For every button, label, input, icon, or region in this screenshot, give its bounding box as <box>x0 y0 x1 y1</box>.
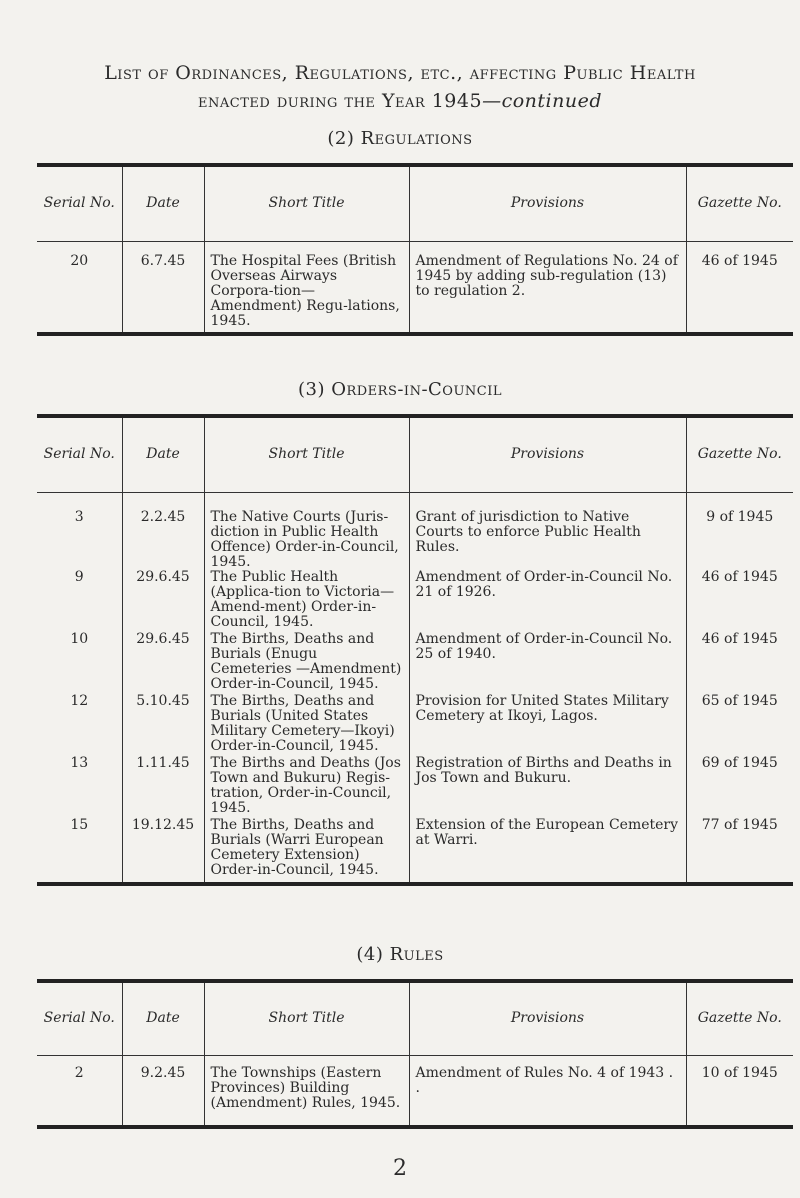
subtitle-continued: —continued <box>482 90 602 112</box>
provisions-cell: Amendment of Rules No. 4 of 1943 . . <box>409 1055 686 1127</box>
date-cell: 29.6.45 <box>122 570 204 632</box>
serial-cell: 2 <box>74 1064 84 1081</box>
short-title-cell: The Births, Deaths and Burials (Warri European Cemetery Extension) Order-in-Council, 1945. <box>204 818 409 884</box>
gazette-cell: 65 of 1945 <box>686 694 793 756</box>
col-provisions: Provisions <box>409 981 686 1055</box>
table-row <box>37 570 793 632</box>
date-cell: 1.11.45 <box>122 756 204 818</box>
col-short-title: Short Title <box>204 416 409 492</box>
short-title-cell: The Births, Deaths and Burials (United States Military Cemetery—Ikoyi) Order-in-Council, 1945. <box>204 694 409 756</box>
gazette-cell: 69 of 1945 <box>686 756 793 818</box>
date-cell: 2.2.45 <box>122 492 204 570</box>
subtitle-main: enacted during the Year 1945 <box>198 90 483 112</box>
table-row <box>37 1055 793 1127</box>
serial-cell: 9 <box>74 569 84 585</box>
rules-table <box>37 979 793 1129</box>
provisions-cell: Grant of jurisdiction to Native Courts to enforce Public Health Rules. <box>409 492 686 570</box>
table-row <box>37 756 793 818</box>
serial-cell: 10 <box>70 631 89 647</box>
col-short-title: Short Title <box>204 165 409 241</box>
table-row <box>37 632 793 694</box>
col-short-title: Short Title <box>204 981 409 1055</box>
rules-header-row <box>37 981 793 1055</box>
date-cell: 6.7.45 <box>122 241 204 334</box>
regulations-table <box>37 163 793 336</box>
page-number: 2 <box>393 1156 407 1181</box>
gazette-cell: 46 of 1945 <box>686 632 793 694</box>
provisions-cell: Extension of the European Cemetery at Warri. <box>409 818 686 884</box>
gazette-cell: 46 of 1945 <box>686 241 793 334</box>
col-gazette: Gazette No. <box>686 416 793 492</box>
orders-heading: (3) Orders-in-Council <box>297 379 503 400</box>
col-date: Date <box>122 416 204 492</box>
col-provisions: Provisions <box>409 165 686 241</box>
table-row <box>37 818 793 884</box>
table-row <box>37 694 793 756</box>
col-serial: Serial No. <box>37 416 122 492</box>
orders-table <box>37 414 793 886</box>
short-title-cell: The Births, Deaths and Burials (Enugu Cemeteries —Amendment) Order-in-Council, 1945. <box>204 632 409 694</box>
gazette-cell: 10 of 1945 <box>686 1055 793 1127</box>
col-serial: Serial No. <box>37 165 122 241</box>
provisions-cell: Registration of Births and Deaths in Jos Town and Bukuru. <box>409 756 686 818</box>
serial-cell: 13 <box>70 755 89 771</box>
regulations-header-row <box>37 165 793 241</box>
col-gazette: Gazette No. <box>686 165 793 241</box>
date-cell: 5.10.45 <box>122 694 204 756</box>
col-gazette: Gazette No. <box>686 981 793 1055</box>
gazette-cell: 77 of 1945 <box>686 818 793 884</box>
col-date: Date <box>122 981 204 1055</box>
regulations-heading: (2) Regulations <box>327 128 473 149</box>
date-cell: 19.12.45 <box>122 818 204 884</box>
col-serial: Serial No. <box>37 981 122 1055</box>
short-title-cell: The Public Health (Applica-tion to Victoria—Amend-ment) Order-in-Council, 1945. <box>204 570 409 632</box>
short-title-cell: The Hospital Fees (British Overseas Airways Corpora-tion—Amendment) Regu-lations, 1945. <box>204 241 409 334</box>
serial-cell: 15 <box>70 817 89 833</box>
document-subtitle <box>0 90 800 112</box>
col-provisions: Provisions <box>409 416 686 492</box>
gazette-cell: 9 of 1945 <box>686 492 793 570</box>
date-cell: 9.2.45 <box>122 1055 204 1127</box>
short-title-cell: The Native Courts (Juris-diction in Public Health Offence) Order-in-Council, 1945. <box>204 492 409 570</box>
provisions-cell: Amendment of Order-in-Council No. 21 of 1926. <box>409 570 686 632</box>
serial-cell: 20 <box>70 252 89 269</box>
table-row <box>37 492 793 570</box>
table-row <box>37 241 793 334</box>
provisions-cell: Provision for United States Military Cemetery at Ikoyi, Lagos. <box>409 694 686 756</box>
short-title-cell: The Births and Deaths (Jos Town and Bukuru) Regis-tration, Order-in-Council, 1945. <box>204 756 409 818</box>
serial-cell: 12 <box>70 693 89 709</box>
provisions-cell: Amendment of Order-in-Council No. 25 of 1940. <box>409 632 686 694</box>
short-title-cell: The Townships (Eastern Provinces) Building (Amendment) Rules, 1945. <box>204 1055 409 1127</box>
date-cell: 29.6.45 <box>122 632 204 694</box>
rules-heading: (4) Rules <box>356 944 444 965</box>
gazette-cell: 46 of 1945 <box>686 570 793 632</box>
provisions-cell: Amendment of Regulations No. 24 of 1945 by adding sub-regulation (13) to regulation 2. <box>409 241 686 334</box>
document-title: List of Ordinances, Regulations, etc., affecting Public Health <box>104 62 696 84</box>
col-date: Date <box>122 165 204 241</box>
orders-header-row <box>37 416 793 492</box>
serial-cell: 3 <box>74 508 84 525</box>
